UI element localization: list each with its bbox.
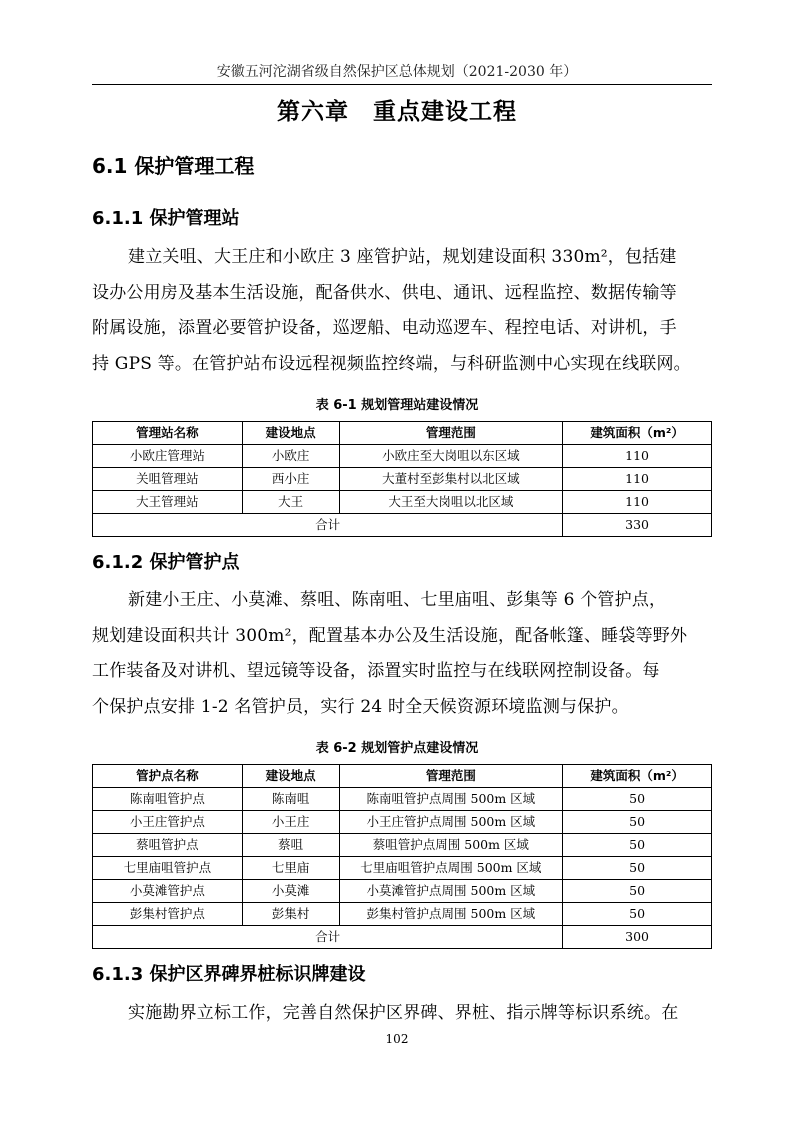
table-cell: 50 [563, 857, 712, 880]
column-header: 建筑面积（m²） [563, 765, 712, 788]
table-cell: 大王管理站 [93, 491, 243, 514]
table-cell: 50 [563, 834, 712, 857]
header-rule [92, 84, 712, 85]
table-cell: 50 [563, 811, 712, 834]
table-cell: 陈南咀管护点 [93, 788, 243, 811]
table-cell: 彭集村 [242, 903, 339, 926]
column-header: 建筑面积（m²） [563, 422, 712, 445]
column-header: 管护点名称 [93, 765, 243, 788]
section-6-1-3-heading: 6.1.3 保护区界碑界桩标识牌建设 [92, 964, 366, 985]
section-6-1-2-heading: 6.1.2 保护管护点 [92, 552, 240, 573]
table-cell: 大王至大岗咀以北区域 [339, 491, 563, 514]
table-total-row [93, 514, 712, 537]
table-row [93, 903, 712, 926]
table-cell: 小莫滩管护点周围 500m 区域 [339, 880, 563, 903]
chapter-title: 第六章 重点建设工程 [277, 99, 517, 125]
table-1-caption: 表 6-1 规划管理站建设情况 [315, 398, 479, 413]
paragraph-1-line: 附属设施，添置必要管护设备，巡逻船、电动巡逻车、程控电话、对讲机，手 [92, 318, 677, 338]
table-cell: 小王庄 [242, 811, 339, 834]
table-cell: 陈南咀 [242, 788, 339, 811]
table-total-row [93, 926, 712, 949]
table-cell: 110 [563, 445, 712, 468]
table-row [93, 445, 712, 468]
table-cell: 小欧庄至大岗咀以东区域 [339, 445, 563, 468]
paragraph-2-line: 规划建设面积共计 300m²，配置基本办公及生活设施，配备帐篷、睡袋等野外 [92, 625, 688, 646]
table-cell: 蔡咀管护点周围 500m 区域 [339, 834, 563, 857]
table-row [93, 834, 712, 857]
table-cell: 小王庄管护点周围 500m 区域 [339, 811, 563, 834]
table-1 [92, 421, 712, 537]
paragraph-2-line: 新建小王庄、小莫滩、蔡咀、陈南咀、七里庙咀、彭集等 6 个管护点， [128, 590, 667, 610]
table-cell: 大董村至彭集村以北区域 [339, 468, 563, 491]
table-header-row [93, 765, 712, 788]
paragraph-1-line: 设办公用房及基本生活设施，配备供水、供电、通讯、远程监控、数据传输等 [92, 282, 677, 303]
table-cell: 小欧庄 [242, 445, 339, 468]
table-cell: 小欧庄管理站 [93, 445, 243, 468]
table-cell: 110 [563, 491, 712, 514]
paragraph-2 [92, 583, 710, 725]
table-row [93, 468, 712, 491]
table-cell: 50 [563, 903, 712, 926]
table-2-caption: 表 6-2 规划管护点建设情况 [315, 741, 479, 756]
table-cell: 陈南咀管护点周围 500m 区域 [339, 788, 563, 811]
table-cell: 彭集村管护点 [93, 903, 243, 926]
total-value: 300 [563, 926, 712, 949]
paragraph-2-line: 工作装备及对讲机、望远镜等设备，添置实时监控与在线联网控制设备。每 [92, 661, 660, 681]
section-6-1-1-heading: 6.1.1 保护管理站 [92, 208, 240, 229]
table-cell: 50 [563, 880, 712, 903]
paragraph-1-line: 建立关咀、大王庄和小欧庄 3 座管护站，规划建设面积 330m²，包括建 [128, 247, 677, 267]
table-cell: 小莫滩 [242, 880, 339, 903]
paragraph-3-line: 实施勘界立标工作，完善自然保护区界碑、界桩、指示牌等标识系统。在 [128, 1003, 679, 1023]
page-number: 102 [385, 1032, 409, 1046]
table-row [93, 811, 712, 834]
column-header: 建设地点 [242, 765, 339, 788]
paragraph-3 [92, 996, 710, 1032]
table-cell: 50 [563, 788, 712, 811]
paragraph-2-line: 个保护点安排 1-2 名管护员，实行 24 时全天候资源环境监测与保护。 [92, 696, 629, 717]
table-cell: 大王 [242, 491, 339, 514]
table-cell: 七里庙咀管护点 [93, 857, 243, 880]
paragraph-1-line: 持 GPS 等。在管护站布设远程视频监控终端，与科研监测中心实现在线联网。 [92, 353, 691, 374]
table-cell: 110 [563, 468, 712, 491]
column-header: 管理站名称 [93, 422, 243, 445]
table-row [93, 788, 712, 811]
table-row [93, 857, 712, 880]
column-header: 管理范围 [339, 422, 563, 445]
table-header-row [93, 422, 712, 445]
total-label: 合计 [93, 514, 563, 537]
column-header: 管理范围 [339, 765, 563, 788]
section-6-1-heading: 6.1 保护管理工程 [92, 154, 255, 178]
paragraph-1 [92, 240, 710, 382]
table-2 [92, 764, 712, 949]
running-header: 安徽五河沱湖省级自然保护区总体规划（2021-2030 年） [216, 64, 578, 80]
table-cell: 西小庄 [242, 468, 339, 491]
table-cell: 关咀管理站 [93, 468, 243, 491]
column-header: 建设地点 [242, 422, 339, 445]
table-row [93, 491, 712, 514]
total-value: 330 [563, 514, 712, 537]
total-label: 合计 [93, 926, 563, 949]
table-cell: 蔡咀管护点 [93, 834, 243, 857]
table-cell: 小王庄管护点 [93, 811, 243, 834]
table-cell: 七里庙咀管护点周围 500m 区域 [339, 857, 563, 880]
table-cell: 蔡咀 [242, 834, 339, 857]
table-cell: 小莫滩管护点 [93, 880, 243, 903]
table-cell: 七里庙 [242, 857, 339, 880]
table-row [93, 880, 712, 903]
table-cell: 彭集村管护点周围 500m 区域 [339, 903, 563, 926]
